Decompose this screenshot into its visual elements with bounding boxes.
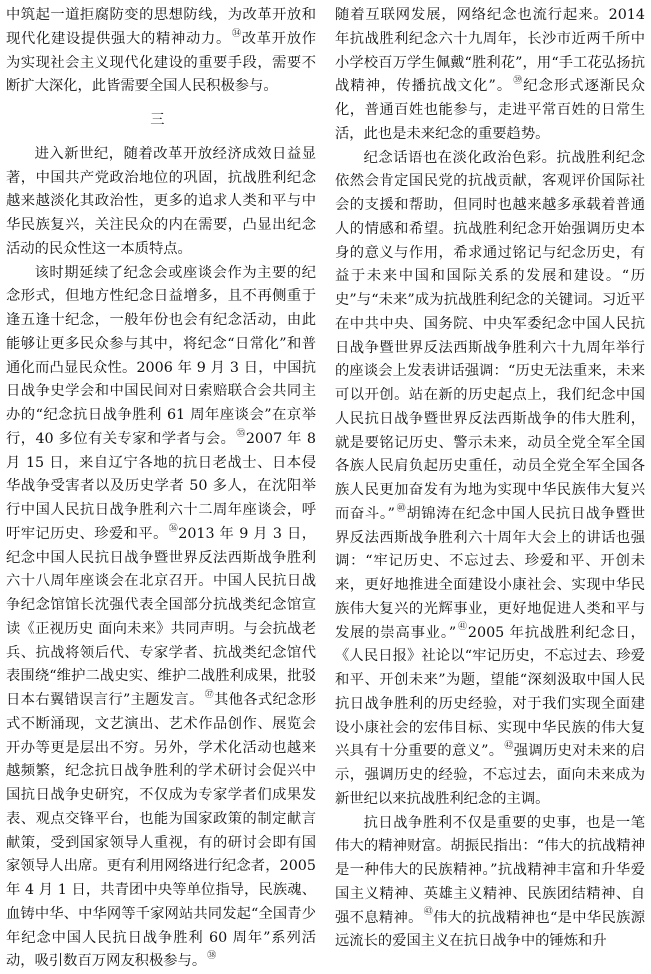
footnote-marker[interactable]: ㉟ <box>236 429 245 439</box>
footnote-marker[interactable]: ㊷ <box>504 741 513 751</box>
paragraph: 纪念话语也在淡化政治色彩。抗战胜利纪念依然会肯定国民党的抗战贡献，客观评价国际社会的支援和帮助，但同时也越来越多承载着普通人的情感和希望。抗战胜利纪念开始强调历史本身的意义与作用，希求通过铭记与纪念历史，有益于未来中国和国际关系的发展和建设。“历史”与“未来”成为抗战胜利纪念的关键词。习近平在中共中央、国务院、中央军委纪念中国人民抗日战争暨世界反法西斯战争胜利六十九周年举行的座谈会上发表讲话强调：“历史无法重来，未来可以开创。站在新的历史起点上，我们纪念中国人民抗日战争暨世界反法西斯战争的伟大胜利，就是要铭记历史、警示未来，动员全党全军全国各族人民肩负起历史重任，动员全党全军全国各族人民更加奋发有为地为实现中华民族伟大复兴而奋斗。”$^㊵$胡锦涛在纪念中国人民抗日战争暨世界反法西斯战争胜利六十周年大会上的讲话也强调：“牢记历史、不忘过去、珍爱和平、开创未来，更好地推进全面建设小康社会、实现中华民族伟大复兴的光辉事业，更好地促进人类和平与发展的崇高事业。”$^㊶$2005 年抗战胜利纪念日，《人民日报》社论以“牢记历史，不忘过去、珍爱和平、开创未来”为题，望能“深刻汲取中国人民抗日战争胜利的历史经验，对于我们实现全面建设小康社会的宏伟目标、实现中华民族的伟大复兴具有十分重要的意义”。$^㊷$强调历史对未来的启示，强调历史的经验，不忘过去，面向未来成为新世纪以来抗战胜利纪念的主调。 <box>335 147 645 812</box>
footnote-marker[interactable]: ㊶ <box>457 622 468 632</box>
left-column <box>6 4 316 874</box>
footnote-marker[interactable]: ㊱ <box>169 524 178 534</box>
footnote-marker[interactable]: ㊴ <box>513 76 523 86</box>
paragraph: 进入新世纪，随着改革开放经济成效日益显著，中国共产党政治地位的巩固，抗战胜利纪念越来越淡化其政治性，更多的追求人类和平与中华民族复兴，关注民众的内在需要，凸显出纪念活动的民众性这一本质特点。 <box>6 143 316 262</box>
footnote-marker[interactable]: ㉞ <box>232 29 242 39</box>
paragraph-continued: 随着互联网发展，网络纪念也流行起来。2014 年抗战胜利纪念六十九周年，长沙市近两千所中小学校百万学生佩戴“胜利花”，用“手工花弘扬抗战精神，传播抗战文化”。$^㊴$纪念形式逐渐民众化，普通百姓也能参与，走进平常百姓的日常生活，此也是未来纪念的重要趋势。 <box>335 4 645 147</box>
section-heading: 三 <box>6 109 316 133</box>
paragraph: 抗日战争胜利不仅是重要的史事，也是一笔伟大的精神财富。胡振民指出：“伟大的抗战精神是一种伟大的民族精神。”抗战精神丰富和升华爱国主义精神、英雄主义精神、民族团结精神、自强不息精神。$^㊸$伟大的抗战精神也“是中华民族源远流长的爱国主义在抗日战争中的锤炼和升 <box>335 812 645 955</box>
paragraph-continued: 中筑起一道拒腐防变的思想防线，为改革开放和现代化建设提供强大的精神动力。$^㉞$改革开放作为实现社会主义现代化建设的重要手段，需要不断扩大深化，此皆需要全国人民积极参与。 <box>6 4 316 99</box>
paragraph: 该时期延续了纪念会或座谈会作为主要的纪念形式，但地方性纪念日益增多，且不再侧重于逢五逢十纪念，一般年份也会有纪念活动，由此能够让更多民众参与其中，将纪念“日常化”和普通化而凸显民众性。2006 年 9 月 3 日，中国抗日战争史学会和中国民间对日索赔联合会共同主办的“纪念抗日战争胜利 61 周年座谈会”在京举行，40 多位有关专家和学者与会。$^㉟$2007 年 8 月 15 日，来自辽宁各地的抗日老战士、日本侵华战争受害者以及历史学者 50 多人，在沈阳举行中国人民抗日战争胜利六十二周年座谈会，呼吁牢记历史、珍爱和平。$^㊱$2013 年 9 月 3 日，纪念中国人民抗日战争暨世界反法西斯战争胜利六十八周年座谈会在北京召开。中国人民抗日战争纪念馆馆长沈强代表全国部分抗战类纪念馆宣读《正视历史 面向未来》共同声明。与会抗战老兵、抗战将领后代、专家学者、抗战类纪念馆代表围绕“维护二战史实、维护二战胜利成果，批驳日本右翼错误言行”主题发言。$^㊲$其他各式纪念形式不断涌现，文艺演出、艺术作品创作、展览会开办等更是层出不穷。另外，学术化活动也越来越频繁，纪念抗日战争胜利的学术研讨会促兴中国抗日战争史研究，不仅成为专家学者们成果发表、观点交锋平台，也能为国家政策的制定献言献策，受到国家领导人重视，有的研讨会即有国家领导人出席。更有利用网络进行纪念者，2005 年 4 月 1 日，共青团中央等单位指导，民族魂、血铸中华、中华网等千家网站共同发起“全国青少年纪念中国人民抗日战争胜利 60 周年”系列活动，吸引数百万网友积极参与。$^㊳$ <box>6 262 316 974</box>
footnote-marker[interactable]: ㊵ <box>396 504 406 514</box>
footnote-marker[interactable]: ㊲ <box>205 690 214 700</box>
footnote-marker[interactable]: ㊸ <box>424 907 433 917</box>
footnote-marker[interactable]: ㊳ <box>207 951 216 961</box>
right-column <box>335 4 645 874</box>
